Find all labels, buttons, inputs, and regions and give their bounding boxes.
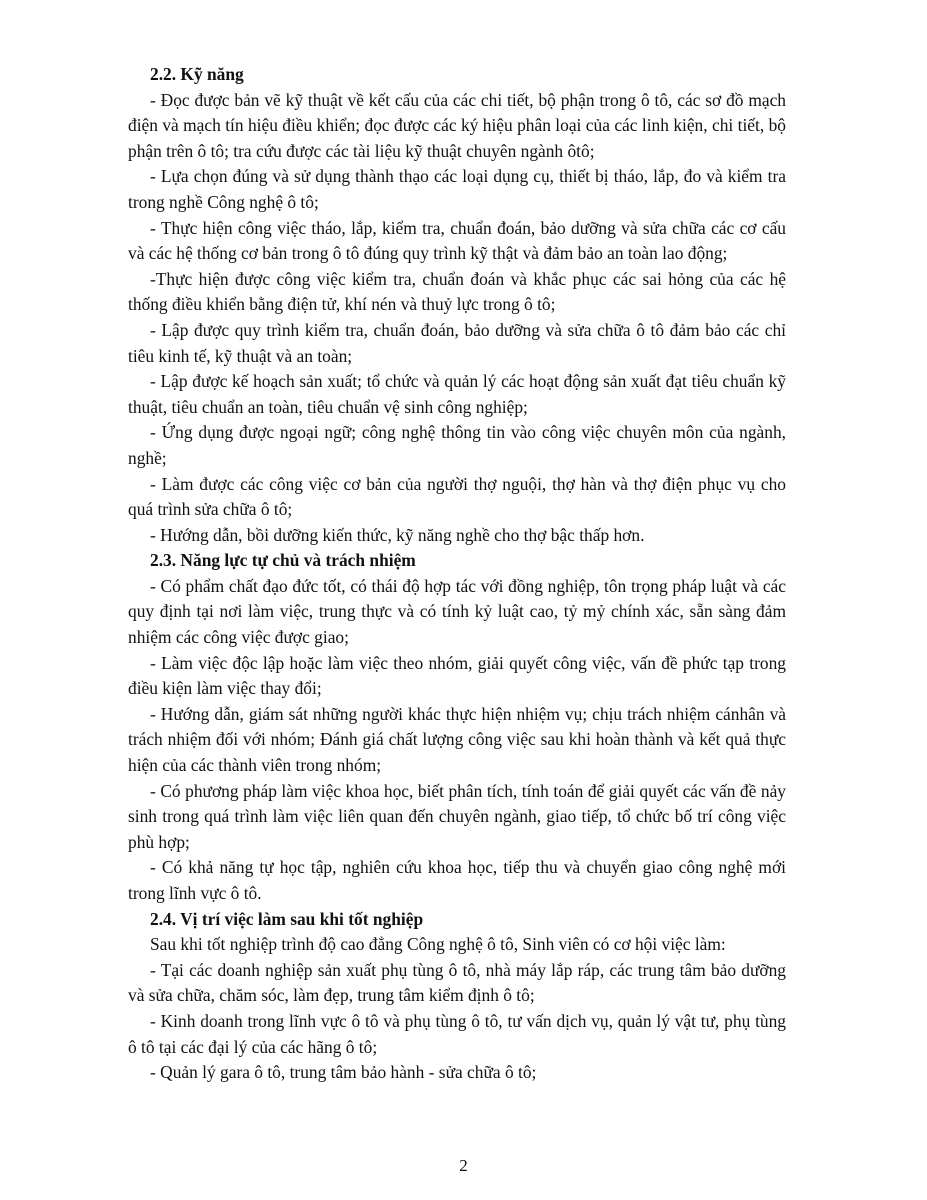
page-number: 2	[459, 1156, 468, 1175]
paragraph: - Hướng dẫn, giám sát những người khác thực hiện nhiệm vụ; chịu trách nhiệm cánhân và trách nhiệm đối với nhóm; Đánh giá chất lượng công việc sau khi hoàn thành và kết quả thực hiện của các thành viên trong nhóm;	[128, 703, 786, 776]
paragraph: - Kinh doanh trong lĩnh vực ô tô và phụ tùng ô tô, tư vấn dịch vụ, quản lý vật tư, phụ tùng ô tô tại các đại lý của các hãng ô tô;	[128, 1010, 786, 1057]
section-heading-skills: 2.2. Kỹ năng	[150, 64, 244, 84]
paragraph: - Tại các doanh nghiệp sản xuất phụ tùng ô tô, nhà máy lắp ráp, các trung tâm bảo dưỡng và sửa chữa, chăm sóc, làm đẹp, trung tâm kiểm định ô tô;	[128, 959, 786, 1006]
paragraph: - Làm được các công việc cơ bản của người thợ nguội, thợ hàn và thợ điện phục vụ cho quá trình sửa chữa ô tô;	[128, 473, 786, 520]
paragraph: -Thực hiện được công việc kiểm tra, chuẩn đoán và khắc phục các sai hỏng của các hệ thống điều khiển bằng điện tử, khí nén và thuỷ lực trong ô tô;	[128, 268, 786, 315]
section-heading-employment: 2.4. Vị trí việc làm sau khi tốt nghiệp	[150, 908, 424, 929]
paragraph: Sau khi tốt nghiệp trình độ cao đẳng Công nghệ ô tô, Sinh viên có cơ hội việc làm:	[150, 934, 726, 955]
paragraph: - Lựa chọn đúng và sử dụng thành thạo các loại dụng cụ, thiết bị tháo, lắp, đo và kiểm tra trong nghề Công nghệ ô tô;	[128, 166, 786, 212]
paragraph: - Ứng dụng được ngoại ngữ; công nghệ thông tin vào công việc chuyên môn của ngành, nghề;	[128, 422, 786, 468]
paragraph: - Có khả năng tự học tập, nghiên cứu khoa học, tiếp thu và chuyển giao công nghệ mới trong lĩnh vực ô tô.	[128, 857, 786, 903]
paragraph: - Lập được kế hoạch sản xuất; tổ chức và quản lý các hoạt động sản xuất đạt tiêu chuẩn kỹ thuật, tiêu chuẩn an toàn, tiêu chuẩn vệ sinh công nghiệp;	[128, 371, 786, 417]
paragraph: - Thực hiện công việc tháo, lắp, kiểm tra, chuẩn đoán, bảo dưỡng và sửa chữa các cơ cấu và các hệ thống cơ bản trong ô tô đúng quy trình kỹ thật và đảm bảo an toàn lao động;	[128, 217, 786, 264]
paragraph: - Có phương pháp làm việc khoa học, biết phân tích, tính toán để giải quyết các vấn đề nảy sinh trong quá trình làm việc liên quan đến chuyên ngành, giao tiếp, tổ chức bố trí công việc phù hợp;	[128, 780, 786, 852]
page-content	[128, 62, 786, 1086]
paragraph: - Quản lý gara ô tô, trung tâm bảo hành - sửa chữa ô tô;	[150, 1062, 537, 1083]
paragraph: - Đọc được bản vẽ kỹ thuật về kết cấu của các chi tiết, bộ phận trong ô tô, các sơ đồ mạch điện và mạch tín hiệu điều khiển; đọc được các ký hiệu phân loại của các linh kiện, chi tiết, bộ phận trên ô tô; tra cứu được các tài liệu kỹ thuật chuyên ngành ôtô;	[128, 89, 786, 161]
paragraph: - Có phẩm chất đạo đức tốt, có thái độ hợp tác với đồng nghiệp, tôn trọng pháp luật và các quy định tại nơi làm việc, trung thực và có tính kỷ luật cao, tỷ mỷ chính xác, sẵn sàng đảm nhiệm các công việc được giao;	[128, 575, 786, 648]
section-heading-autonomy: 2.3. Năng lực tự chủ và trách nhiệm	[150, 550, 416, 571]
paragraph: - Làm việc độc lập hoặc làm việc theo nhóm, giải quyết công việc, vấn đề phức tạp trong điều kiện làm việc thay đổi;	[128, 652, 786, 699]
paragraph: - Lập được quy trình kiểm tra, chuẩn đoán, bảo dưỡng và sửa chữa ô tô đảm bảo các chỉ tiêu kinh tế, kỹ thuật và an toàn;	[128, 319, 786, 366]
paragraph: - Hướng dẫn, bồi dưỡng kiến thức, kỹ năng nghề cho thợ bậc thấp hơn.	[150, 524, 645, 545]
